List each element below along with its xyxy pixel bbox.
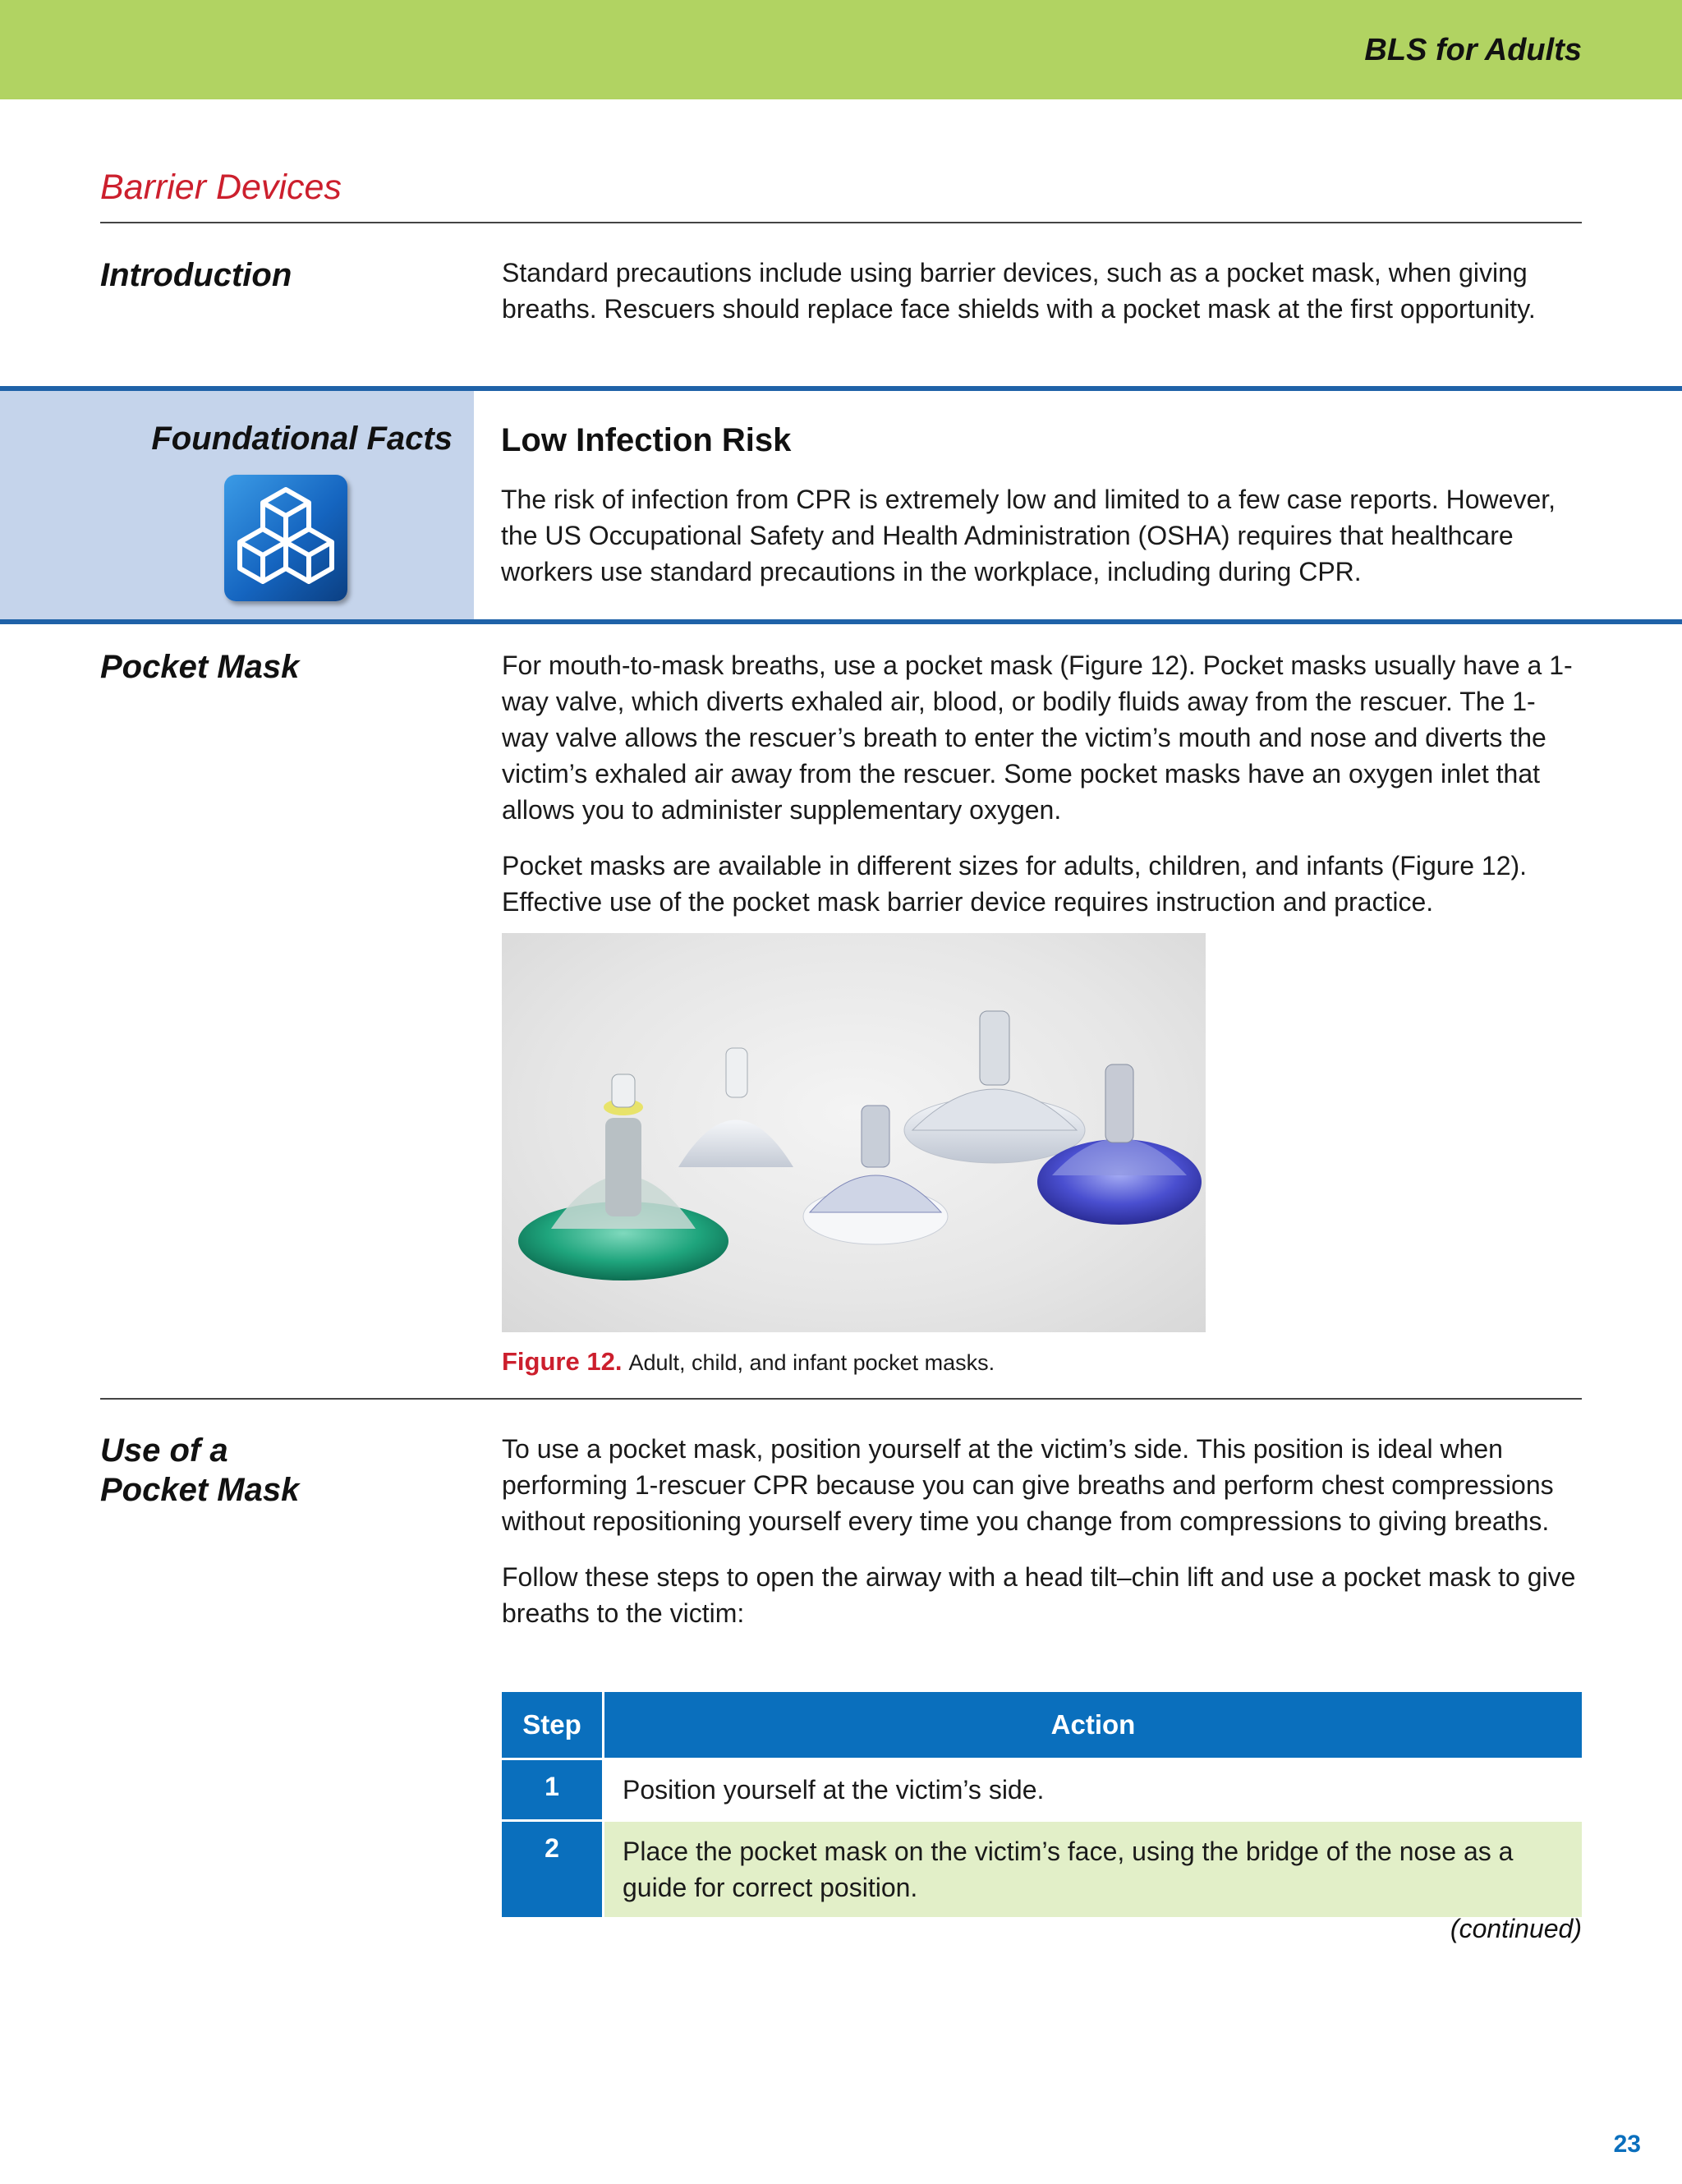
foundational-facts-label: Foundational Facts: [151, 421, 453, 457]
header-band: [0, 0, 1682, 99]
table-row: [502, 1819, 1582, 1917]
pocket-masks-photo: [502, 933, 1206, 1332]
step-number: 1: [502, 1758, 604, 1819]
introduction-label: Introduction: [100, 257, 292, 293]
pocket-mask-paragraph-2: Pocket masks are available in different sizes for adults, children, and infants (Figure 12). Effective use of the pocket mask barrier device requires instruction and practice.: [502, 851, 1528, 917]
table-header-step: Step: [502, 1692, 604, 1758]
introduction-paragraph: Standard precautions include using barrier devices, such as a pocket mask, when giving breaths. Rescuers should replace face shields with a pocket mask at the first opportunity.: [502, 258, 1536, 324]
section-heading: Barrier Devices: [100, 168, 342, 207]
foundational-facts-panel: [0, 386, 1682, 624]
step-action: Place the pocket mask on the victim’s face, using the bridge of the nose as a guide for correct position.: [604, 1819, 1582, 1917]
use-pocket-mask-label-line2: Pocket Mask: [100, 1472, 300, 1508]
table-header-action: Action: [604, 1692, 1582, 1758]
pocket-mask-text: [502, 647, 1582, 920]
cubes-icon: [224, 475, 347, 601]
use-pocket-mask-paragraph-2: Follow these steps to open the airway with a head tilt–chin lift and use a pocket mask to give breaths to the victim:: [502, 1562, 1576, 1628]
divider: [100, 1398, 1582, 1400]
figure-caption-text: Adult, child, and infant pocket masks.: [628, 1350, 995, 1375]
header-title: BLS for Adults: [1364, 33, 1582, 67]
divider: [100, 222, 1582, 223]
table-row: [502, 1758, 1582, 1819]
continued-note: (continued): [1450, 1914, 1582, 1943]
introduction-text: [502, 255, 1582, 327]
step-action: Position yourself at the victim’s side.: [604, 1758, 1582, 1819]
table-header-row: [502, 1692, 1582, 1758]
large-clear-mask: [904, 1011, 1085, 1163]
step-number: 2: [502, 1819, 604, 1917]
figure-caption: [502, 1347, 995, 1377]
use-pocket-mask-text: [502, 1431, 1582, 1631]
green-mask: [518, 1074, 728, 1281]
pocket-mask-label: Pocket Mask: [100, 649, 300, 685]
use-pocket-mask-label: [100, 1431, 445, 1510]
foundational-facts-sidebar: [0, 391, 474, 619]
use-pocket-mask-label-line1: Use of a: [100, 1432, 228, 1469]
steps-table: [502, 1692, 1582, 1917]
figure-number: Figure 12.: [502, 1347, 623, 1376]
foundational-facts-title: Low Infection Risk: [501, 422, 792, 458]
clear-mask: [678, 1048, 793, 1167]
page-number: 23: [1613, 2131, 1641, 2158]
use-pocket-mask-paragraph-1: To use a pocket mask, position yourself at the victim’s side. This position is ideal when performing 1-rescuer CPR because you can give breaths and perform chest compressions without repositioning yourself every time you change from compressions to giving breaths.: [502, 1434, 1554, 1536]
pocket-mask-paragraph-1: For mouth-to-mask breaths, use a pocket mask (Figure 12). Pocket masks usually have a 1-way valve, which diverts exhaled air, blood, or bodily fluids away from the rescuer. The 1-way valve allows the rescuer’s breath to enter the victim’s mouth and nose and diverts the victim’s exhaled air away from the rescuer. Some pocket masks have an oxygen inlet that allows you to administer supplementary oxygen.: [502, 651, 1573, 825]
foundational-facts-text: The risk of infection from CPR is extremely low and limited to a few case reports. However, the US Occupational Safety and Health Administration (OSHA) requires that healthcare workers use standard precautions in the workplace, including during CPR.: [501, 485, 1556, 586]
